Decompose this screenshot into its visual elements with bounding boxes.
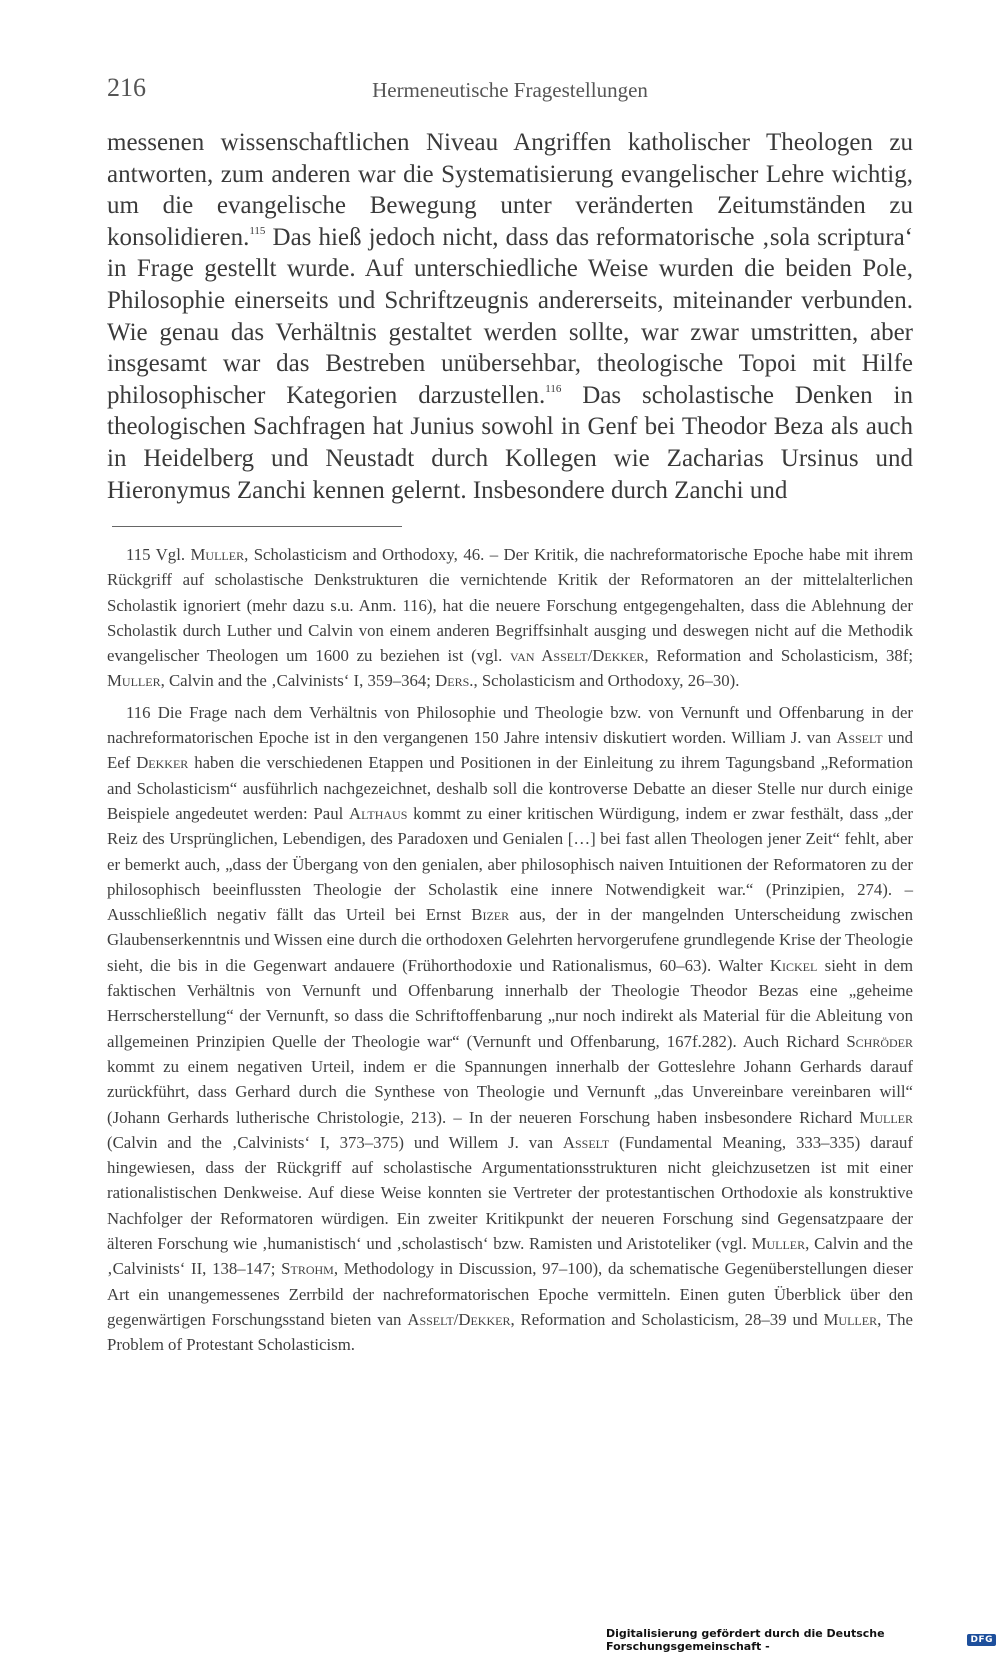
fn-text: aus, der in der mangelnden Unterscheidung zwischen Glaubenserkenntnis und Wissen eine durch die orthodoxen Gelehrten hervorgerufene grundlegende Krise der Theologie sieht, die bis in die Gegenwart andauere (Frühorthodoxie und Rationalismus, 60–63). Walter bbox=[107, 905, 913, 975]
fn-author: Strohm bbox=[281, 1259, 334, 1279]
fn-text: kommt zu einem negativen Urteil, indem er die Spannungen innerhalb der Gotteslehre Johann Gerhards darauf zurückführt, dass Gerhard durch die Synthese von Theologie und Vernunft „das Unvereinbare vereinbaren will“ (Johann Gerhards lutherische Christologie, 213). – In der neueren Forschung haben insbesondere Richard bbox=[107, 1056, 913, 1127]
fn-author: Muller bbox=[751, 1234, 806, 1254]
footer-text: Digitalisierung gefördert durch die Deutsche Forschungsgemeinschaft - bbox=[606, 1627, 885, 1653]
fn-text: haben die verschiedenen Etappen und Positionen in der Einleitung zu ihrem Tagungsband „Reformation and Scholasticism“ ausführlich nachgezeichnet, deshalb soll die kontroverse Debatte an dieser Stelle nur durch einige Beispiele angedeutet werden: Paul bbox=[107, 753, 913, 823]
footnotes bbox=[107, 542, 913, 1358]
fn-text: 116 Die Frage nach dem Verhältnis von Philosophie und Theologie bzw. von Vernunft und Offenbarung in der nachreformatorischen Epoche ist in den vergangenen 150 Jahre intensiv diskutiert worden. William J. van bbox=[107, 702, 913, 748]
dfg-logo-icon: DFG bbox=[967, 1634, 996, 1646]
main-text bbox=[107, 127, 913, 506]
fn-text: , Scholasticism and Orthodoxy, 26–30). bbox=[473, 671, 740, 691]
fn-author: Muller bbox=[823, 1309, 878, 1329]
fn-author: Ders. bbox=[435, 671, 474, 691]
body-segment-1: messenen wissenschaftlichen Niveau Angriffen katholischer Theologen zu antworten, zum anderen war die Systematisierung evangelischer Lehre wichtig, um die evangelische Bewegung unter veränderten Zeitumständen zu konsolidieren. bbox=[107, 129, 913, 251]
fn-author: Althaus bbox=[349, 803, 408, 823]
running-title: Hermeneutische Fragestellungen bbox=[372, 78, 648, 102]
fn-text: sieht in dem faktischen Verhältnis von Vernunft und Offenbarung innerhalb der Theologie Theodor Bezas eine „geheime Herrscherstellung“ der Vernunft, so dass die Schriftoffenbarung „nur noch indirekt als Material für die Ableitung von allgemeinen Prinzipien Quelle der Theologie war“ (Vernunft und Offenbarung, 167f.282). Auch Richard bbox=[107, 955, 913, 1051]
fn-text: , Reformation and Scholasticism, 28–39 und bbox=[510, 1309, 824, 1329]
fn-text: kommt zu einer kritischen Würdigung, indem er zwar festhält, dass „der Reiz des Ursprünglichen, Lebendigen, des Paradoxen und Genialen […] bei fast allen Theologen jener Zeit“ fehlt, aber er bemerkt auch, „dass der Übergang von den genialen, aber philosophisch naiven Intuitionen der Reformatoren zu der philosophisch beeinflussten Theologie der Scholastik eine innere Notwendigkeit war.“ (Prinzipien, 274). – Ausschließlich negativ fällt das Urteil bei Ernst bbox=[107, 803, 913, 925]
fn-text: , Scholasticism and Orthodoxy, 46. – Der Kritik, die nachreformatorische Epoche habe mit ihrem Rückgriff auf scholastische Denkstrukturen die vernichtende Kritik der Reformatoren an der mittelalterlichen Scholastik ignoriert (mehr dazu s.u. Anm. 116), hat die neuere Forschung entgegengehalten, dass die Ablehnung der Scholastik durch Luther und Calvin von einem anderen Begriffsinhalt ausging und deswegen nicht auf die Methodik evangelischer Theologen um 1600 zu beziehen ist (vgl. bbox=[107, 545, 913, 666]
footnote-116 bbox=[107, 700, 913, 1358]
fn-text: (Calvin and the ‚Calvinists‘ I, 373–375) und Willem J. van bbox=[107, 1132, 563, 1152]
fn-author: Schröder bbox=[846, 1031, 913, 1051]
fn-text: und Eef bbox=[107, 728, 913, 773]
fn-author: Muller bbox=[107, 671, 161, 691]
fn-author: Muller bbox=[190, 545, 245, 564]
footnote-ref-116: 116 bbox=[545, 382, 562, 395]
body-segment-3: Das scholastische Denken in theologischen Sachfragen hat Junius sowohl in Genf bei Theodor Beza als auch in Heidelberg und Neustadt durch Kollegen wie Zacharias Ursinus und Hieronymus Zanchi kennen gelernt. Insbesondere durch Zanchi und bbox=[107, 381, 914, 504]
footnote-separator bbox=[112, 526, 402, 527]
footnote-ref-115: 115 bbox=[249, 224, 266, 237]
page-number: 216 bbox=[107, 73, 146, 102]
fn-text: , The Problem of Protestant Scholasticism. bbox=[107, 1309, 913, 1355]
fn-author: Asselt bbox=[562, 1132, 610, 1152]
fn-author: Dekker bbox=[136, 753, 189, 773]
fn-author: Asselt bbox=[836, 728, 883, 748]
fn-text: , Calvin and the ‚Calvinists‘ II, 138–147; bbox=[107, 1234, 913, 1279]
page-header bbox=[107, 73, 913, 107]
fn-author: Kickel bbox=[769, 955, 818, 975]
fn-text: , Methodology in Discussion, 97–100), da schematische Gegenüberstellungen dieser Art ein unangemessenes Zerrbild der nachreformatorischen Epoche vermitteln. Einen guten Überblick über den gegenwärtigen Forschungsstand bieten van bbox=[107, 1259, 913, 1329]
digitization-footer bbox=[606, 1627, 1000, 1653]
footnote-115 bbox=[107, 542, 913, 694]
fn-author: Muller bbox=[859, 1107, 913, 1127]
fn-text: , Calvin and the ‚Calvinists‘ I, 359–364; bbox=[160, 671, 436, 691]
fn-author: Bizer bbox=[471, 905, 510, 925]
body-paragraph bbox=[107, 127, 913, 506]
fn-text: , Reformation and Scholasticism, 38f; bbox=[644, 646, 913, 666]
fn-author: van Asselt/Dekker bbox=[510, 646, 645, 666]
fn-text: 115 Vgl. bbox=[126, 545, 191, 564]
fn-text: (Fundamental Meaning, 333–335) darauf hingewiesen, dass der Rückgriff auf scholastische Argumentationsstrukturen nicht gleichzusetzen ist mit einer rationalistischen Denkweise. Auf diese Weise konnten sie Vertreter der protestantischen Orthodoxie als konstruktive Nachfolger der Reformatoren würdigen. Ein zweiter Kritikpunkt der neueren Forschung sind Gegensatzpaare der älteren Forschung wie ‚humanistisch‘ und ‚scholastisch‘ bzw. Ramisten und Aristoteliker (vgl. bbox=[107, 1132, 914, 1254]
fn-author: Asselt/Dekker bbox=[407, 1309, 511, 1329]
body-segment-2: Das hieß jedoch nicht, dass das reformatorische ‚sola scriptura‘ in Frage gestellt wurde. Auf unterschiedliche Weise wurden die beiden Pole, Philosophie einerseits und Schriftzeugnis andererseits, miteinander verbunden. Wie genau das Verhältnis gestaltet werden sollte, war zwar umstritten, aber insgesamt war das Bestreben unübersehbar, theologische Topoi mit Hilfe philosophischer Kategorien darzustellen. bbox=[107, 223, 913, 409]
